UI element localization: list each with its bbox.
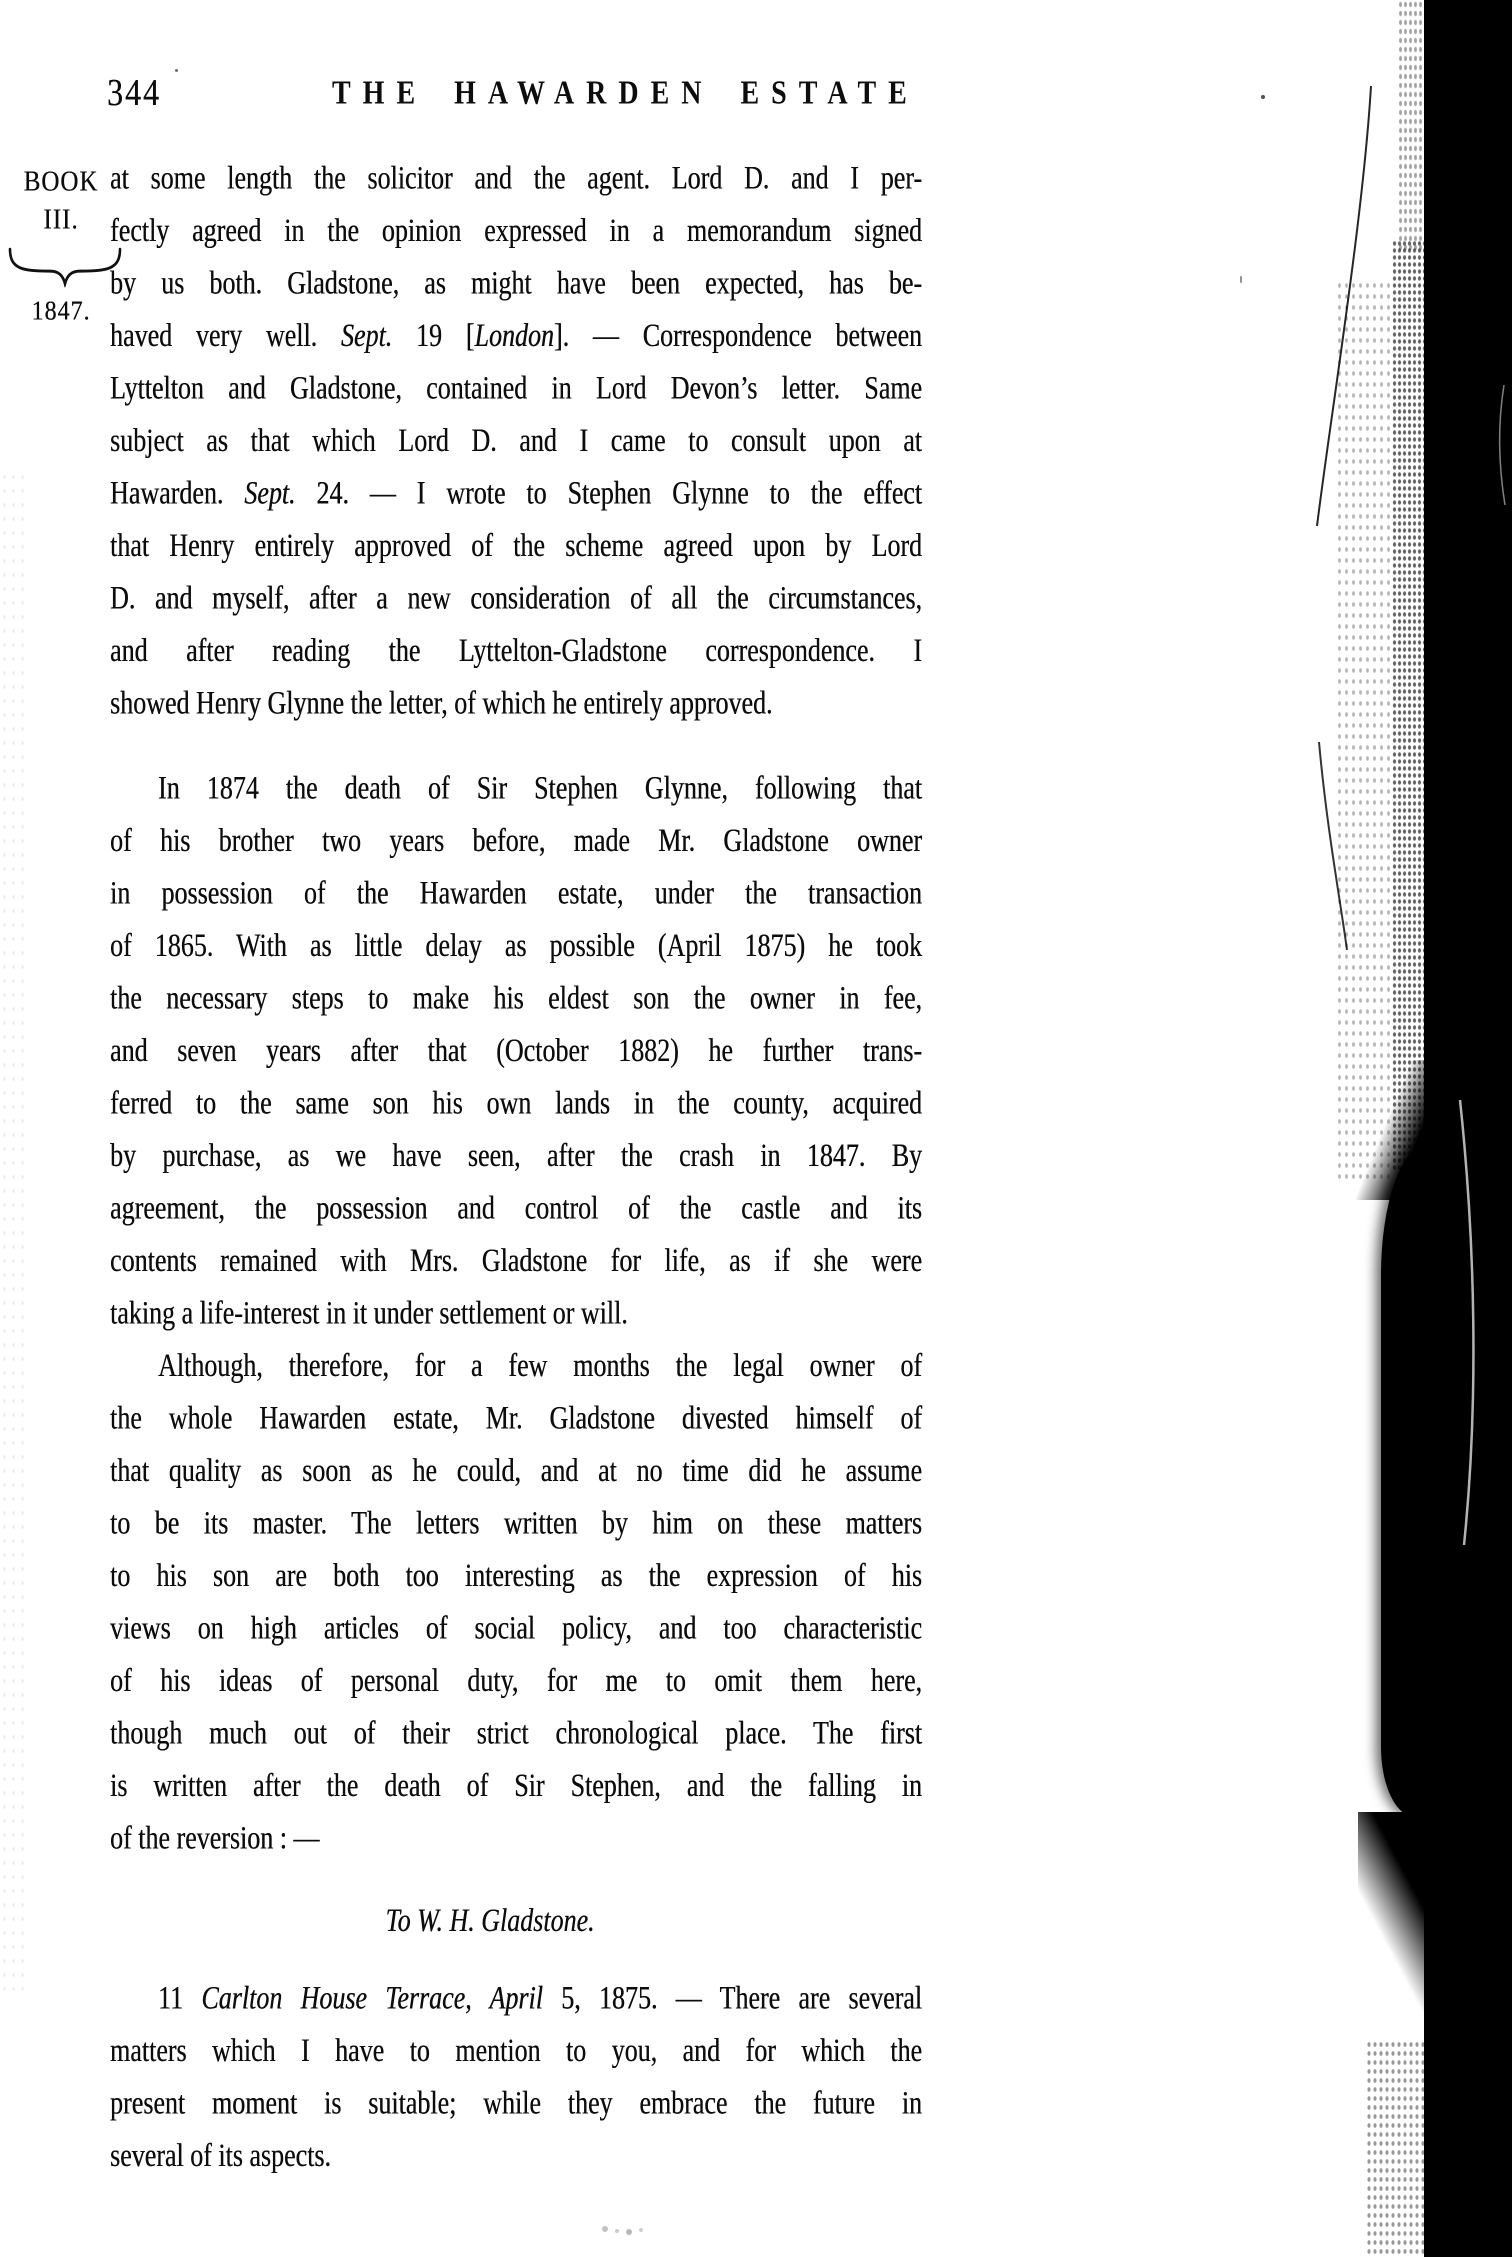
text-line: of his brother two years before, made Mr. Gladstone owner	[110, 822, 922, 859]
text-line: ferred to the same son his own lands in the county, acquired	[110, 1084, 922, 1121]
text-line: showed Henry Glynne the letter, of which he entirely approved.	[110, 684, 773, 721]
text-line: views on high articles of social policy, and too characteristic	[110, 1609, 922, 1646]
paragraph-1874-death	[110, 762, 922, 1340]
text-line: of 1865. With as little delay as possible (April 1875) he took	[110, 927, 922, 964]
margin-notes	[6, 163, 116, 327]
paragraph-letter-opening	[110, 1972, 922, 2182]
text-line: Hawarden. Sept. 24. — I wrote to Stephen Glynne to the effect	[110, 474, 922, 511]
text-line: Although, therefore, for a few months the legal owner of	[158, 1347, 922, 1384]
text-line: haved very well. Sept. 19 [London]. — Correspondence between	[110, 317, 922, 354]
text-line: fectly agreed in the opinion expressed in a memorandum signed	[110, 212, 922, 249]
paragraph-legal-owner	[110, 1340, 922, 1865]
scan-margin-noise	[0, 470, 24, 1990]
text-line: taking a life-interest in it under settlement or will.	[110, 1294, 628, 1331]
text-line: subject as that which Lord D. and I came to consult upon at	[110, 422, 922, 459]
text-line: 11 Carlton House Terrace, April 5, 1875. — There are several	[158, 1979, 922, 2016]
scan-gutter-bulge	[1381, 1145, 1512, 1817]
text-line: by us both. Gladstone, as might have been expected, has be-	[110, 264, 922, 301]
text-line: in possession of the Hawarden estate, under the transaction	[110, 874, 922, 911]
margin-book-label: BOOK	[23, 166, 99, 198]
text-line: the necessary steps to make his eldest son the owner in fee,	[110, 979, 922, 1016]
text-line: to his son are both too interesting as the expression of his	[110, 1557, 922, 1594]
text-line: and seven years after that (October 1882) he further trans-	[110, 1032, 922, 1069]
text-line: is written after the death of Sir Stephen, and the falling in	[110, 1767, 922, 1804]
scan-fuzz-noise	[1366, 2040, 1426, 2257]
text-line: at some length the solicitor and the agent. Lord D. and I per-	[110, 159, 922, 196]
text-line: by purchase, as we have seen, after the crash in 1847. By	[110, 1137, 922, 1174]
page-number: 344	[107, 70, 161, 114]
scan-fuzz-noise	[1398, 0, 1426, 250]
scan-bottom-mark	[602, 2226, 608, 2232]
text-line: to be its master. The letters written by him on these matters	[110, 1504, 922, 1541]
text-block	[110, 152, 922, 2182]
paragraph-diary-extract	[110, 152, 922, 730]
text-line: of the reversion : —	[110, 1819, 320, 1856]
ink-speck	[1261, 95, 1265, 99]
scan-fuzz-noise	[1336, 280, 1392, 1180]
margin-book-numeral: III.	[43, 204, 79, 236]
ink-speck	[175, 69, 178, 72]
text-line: D. and myself, after a new consideration of all the circumstances,	[110, 579, 922, 616]
text-line: and after reading the Lyttelton-Gladstone correspondence. I	[110, 632, 922, 669]
text-line: the whole Hawarden estate, Mr. Gladstone divested himself of	[110, 1399, 922, 1436]
text-line: matters which I have to mention to you, and for which the	[110, 2032, 922, 2069]
text-line: contents remained with Mrs. Gladstone for life, as if she were	[110, 1242, 922, 1279]
page-header	[0, 70, 1512, 120]
running-title: THE HAWARDEN ESTATE	[332, 74, 919, 112]
text-line: of his ideas of personal duty, for me to omit them here,	[110, 1662, 922, 1699]
text-line: To W. H. Gladstone.	[385, 1902, 595, 1939]
scan-fuzz-noise	[1392, 240, 1426, 1170]
scan-fuzz-gradient	[1358, 1812, 1426, 2042]
text-line: though much out of their strict chronological place. The first	[110, 1714, 922, 1751]
text-line: that Henry entirely approved of the scheme agreed upon by Lord	[110, 527, 922, 564]
text-line: Lyttelton and Gladstone, contained in Lord Devon’s letter. Same	[110, 369, 922, 406]
text-line: that quality as soon as he could, and at no time did he assume	[110, 1452, 922, 1489]
text-line: several of its aspects.	[110, 2137, 331, 2174]
letter-heading	[110, 1895, 922, 1948]
ink-speck	[1240, 276, 1242, 283]
scan-gutter-band	[1424, 0, 1512, 2257]
text-line: agreement, the possession and control of the castle and its	[110, 1189, 922, 1226]
text-line: present moment is suitable; while they embrace the future in	[110, 2084, 922, 2121]
scan-fuzz-gradient	[1352, 1060, 1426, 1200]
text-line: In 1874 the death of Sir Stephen Glynne, following that	[158, 769, 922, 806]
margin-brace-icon	[6, 246, 124, 287]
margin-year: 1847.	[31, 296, 91, 327]
